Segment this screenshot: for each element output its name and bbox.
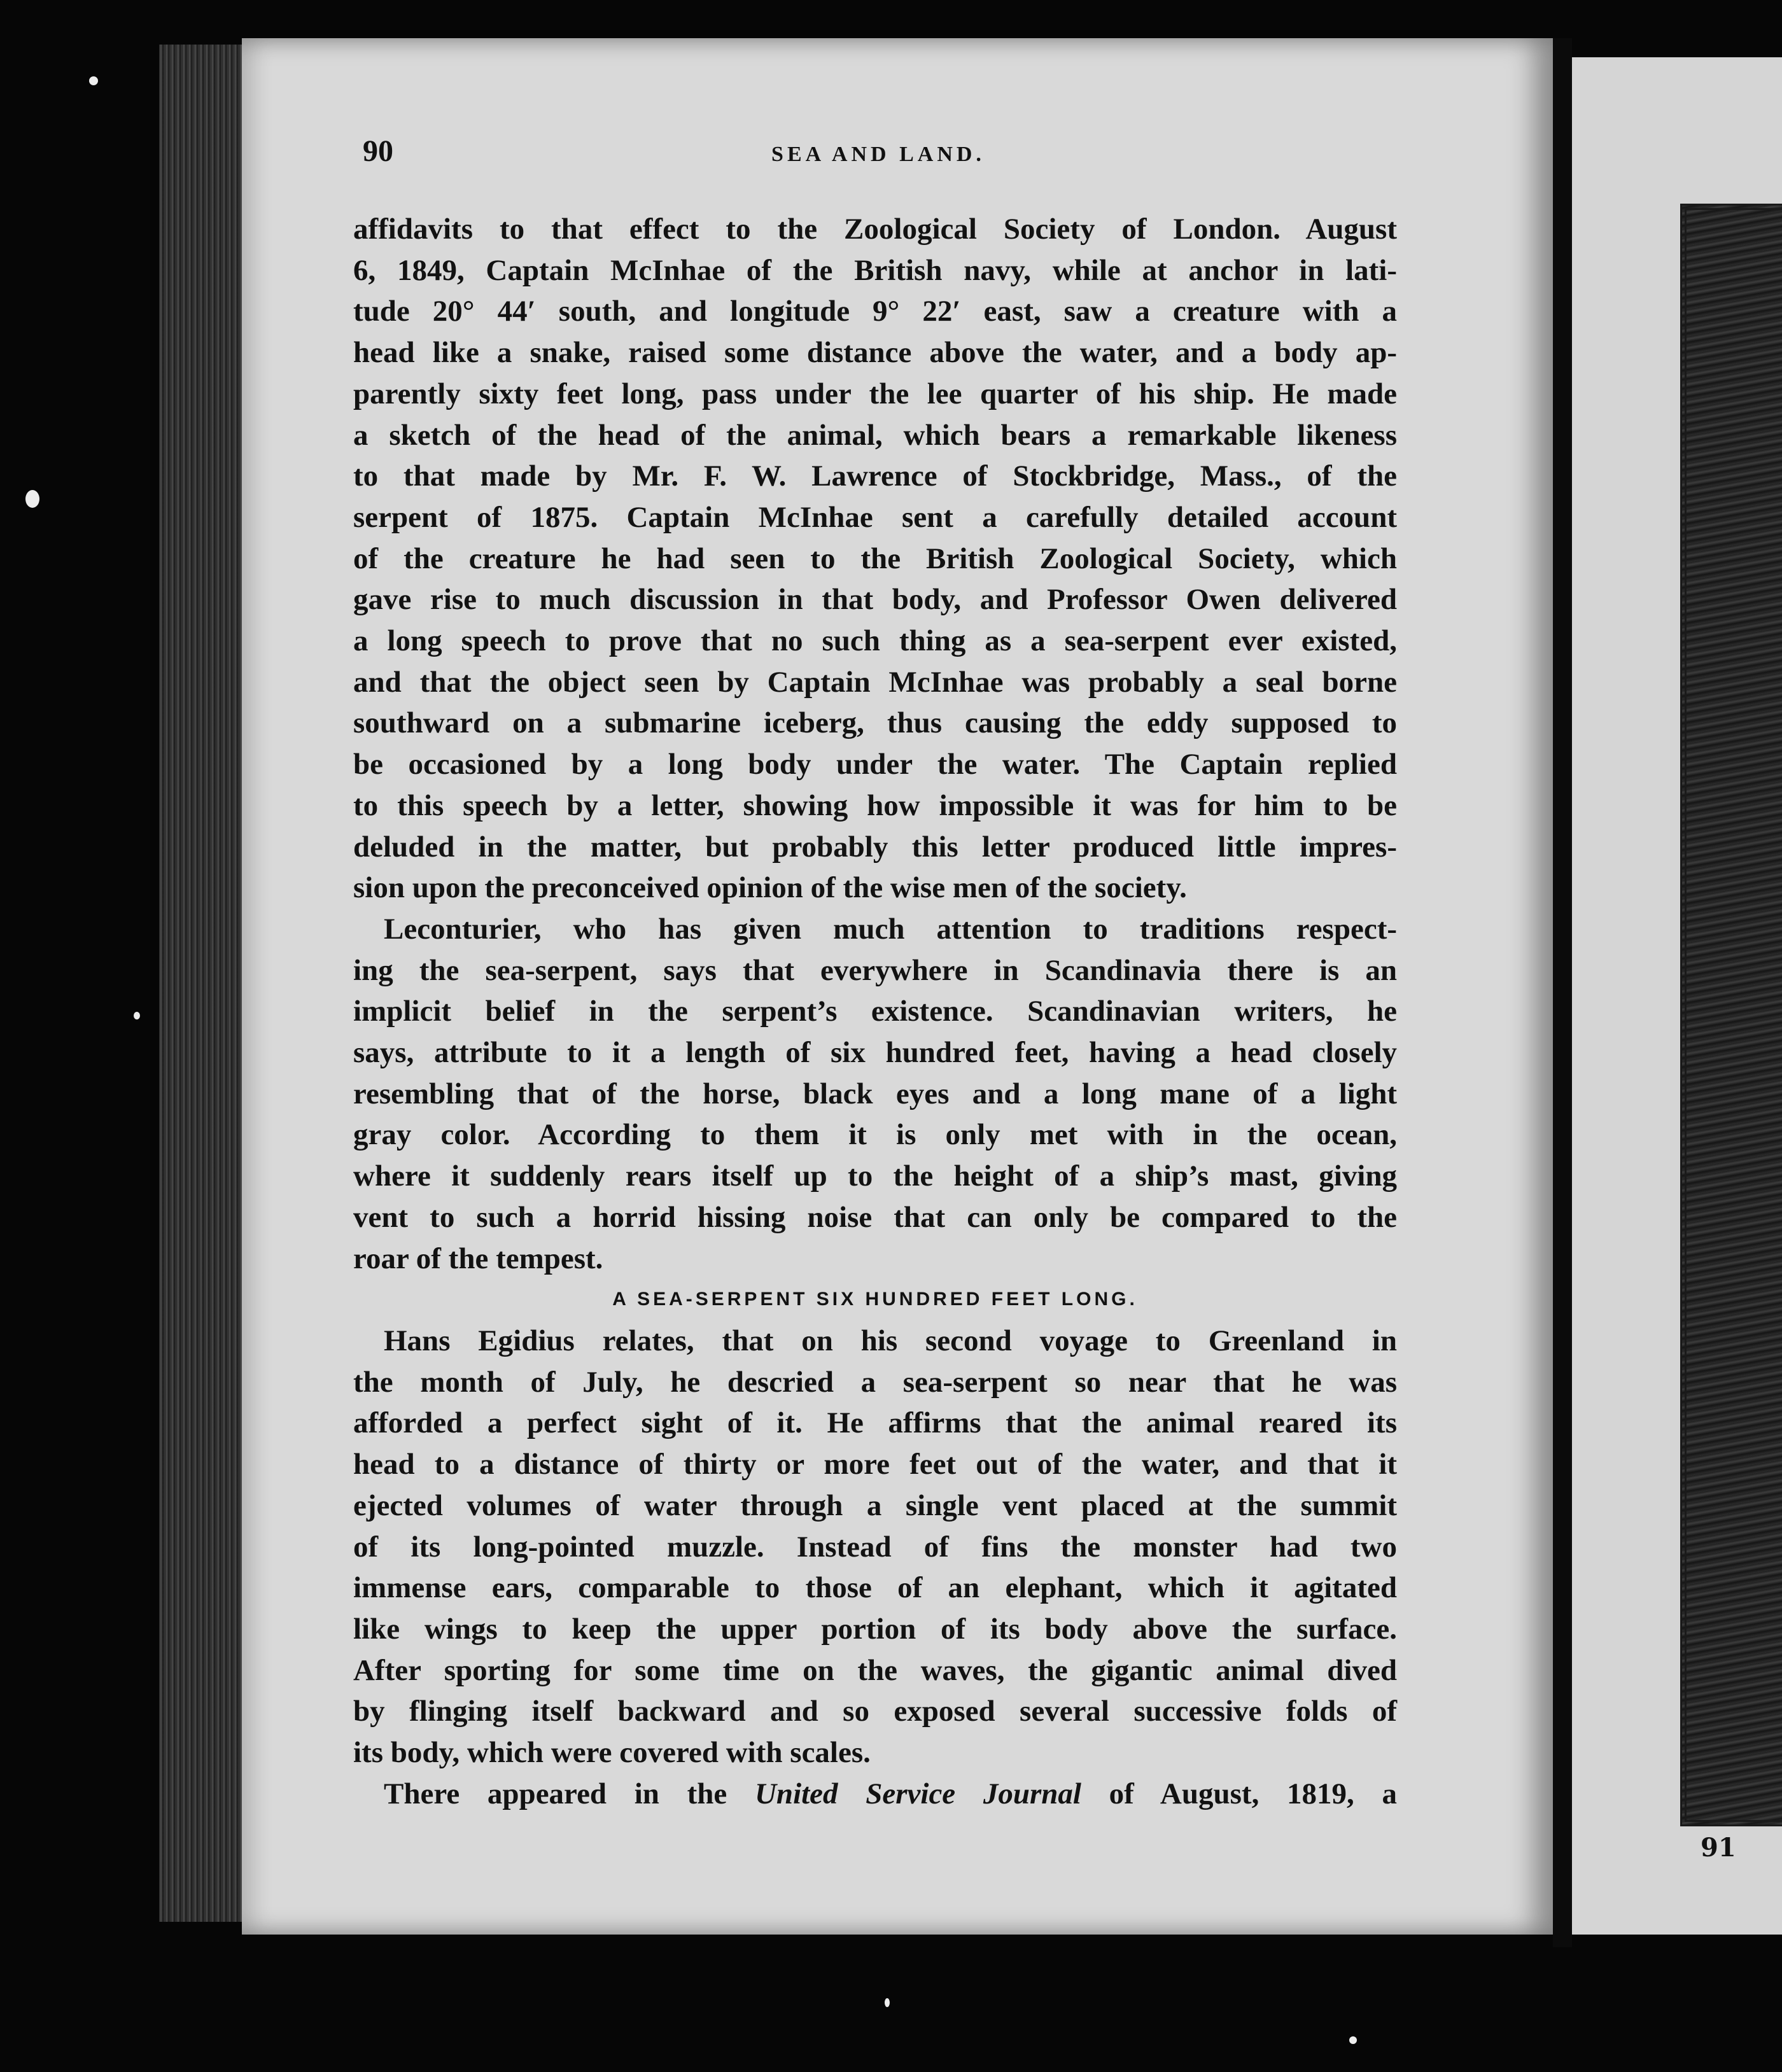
text-line: where it suddenly rears itself up to the height of a ship’s mast, giving [353,1159,1397,1193]
paragraph-1 [353,209,1397,909]
scan-dust [1349,2036,1357,2044]
text-line: vent to such a horrid hissing noise that can only be compared to the [353,1200,1397,1234]
text-line: a sketch of the head of the animal, which bears a remarkable likeness [353,418,1397,452]
text-run: There appeared in the [384,1777,755,1810]
text-line: 6, 1849, Captain McInhae of the British navy, while at anchor in lati- [353,253,1397,287]
text-line: of its long-pointed muzzle. Instead of fins the monster had two [353,1530,1397,1564]
text-line: ejected volumes of water through a single vent placed at the summit [353,1488,1397,1522]
text-line: ing the sea-serpent, says that everywhere in Scandinavia there is an [353,953,1397,987]
text-line: After sporting for some time on the waves, the gigantic animal dived [353,1653,1397,1687]
text-line: Hans Egidius relates, that on his second voyage to Greenland in [384,1324,1397,1357]
text-line: by flinging itself backward and so exposed several successive folds of [353,1695,1397,1728]
text-line: serpent of 1875. Captain McInhae sent a carefully detailed account [353,500,1397,534]
text-line: roar of the tempest. [353,1242,603,1275]
text-line: gray color. According to them it is only met with in the ocean, [353,1118,1397,1152]
text-line: resembling that of the horse, black eyes and a long mane of a light [353,1077,1397,1110]
text-line: parently sixty feet long, pass under the lee quarter of his ship. He made [353,377,1397,410]
page-number: 90 [363,134,393,168]
text-line: a long speech to prove that no such thing as a sea-serpent ever existed, [353,624,1397,658]
body-text [353,209,1397,1814]
facing-page-number: 91 [1701,1833,1736,1863]
text-run: of August, 1819, a [1081,1777,1397,1810]
text-line [353,1774,1397,1815]
text-line: like wings to keep the upper portion of its body above the surface. [353,1612,1397,1646]
text-line: affidavits to that effect to the Zoological Society of London. August [353,213,1397,246]
text-line: afforded a perfect sight of it. He affirms that the animal reared its [353,1406,1397,1440]
engraved-plate-illustration [1680,204,1782,1826]
text-line: head to a distance of thirty or more feet out of the water, and that it [353,1448,1397,1481]
text-line: the month of July, he descried a sea-serpent so near that he was [353,1365,1397,1399]
running-head [363,134,1394,172]
paragraph-2 [353,909,1397,1279]
paragraph-3 [353,1320,1397,1774]
text-line: gave rise to much discussion in that body, and Professor Owen delivered [353,583,1397,617]
text-line: head like a snake, raised some distance above the water, and a body ap- [353,336,1397,370]
text-line: deluded in the matter, but probably this letter produced little impres- [353,830,1397,864]
text-line: and that the object seen by Captain McInhae was probably a seal borne [353,665,1397,699]
scan-dust [25,490,39,508]
book-page-edges [159,45,242,1922]
text-line: tude 20° 44′ south, and longitude 9° 22′ east, saw a creature with a [353,295,1397,328]
journal-title: United Service Journal [754,1777,1081,1810]
text-line: implicit belief in the serpent’s existence. Scandinavian writers, he [353,995,1397,1028]
section-heading: A SEA-SERPENT SIX HUNDRED FEET LONG. [612,1289,1138,1310]
text-line: of the creature he had seen to the British Zoological Society, which [353,542,1397,575]
scan-dust [134,1012,140,1019]
text-line: says, attribute to it a length of six hundred feet, having a head closely [353,1036,1397,1070]
text-line: Leconturier, who has given much attention to traditions respect- [384,912,1397,946]
text-line: its body, which were covered with scales. [353,1736,871,1770]
text-line: to this speech by a letter, showing how impossible it was for him to be [353,788,1397,822]
paragraph-4 [353,1774,1397,1815]
text-line: be occasioned by a long body under the water. The Captain replied [353,748,1397,781]
text-line: to that made by Mr. F. W. Lawrence of Stockbridge, Mass., of the [353,459,1397,493]
text-line: immense ears, comparable to those of an elephant, which it agitated [353,1571,1397,1605]
book-gutter [1553,38,1572,1947]
text-line: southward on a submarine iceberg, thus causing the eddy supposed to [353,706,1397,740]
scan-dust [885,1998,890,2007]
running-title: SEA AND LAND. [771,143,985,166]
scan-dust [89,76,98,85]
text-line: sion upon the preconceived opinion of the wise men of the society. [353,871,1187,905]
